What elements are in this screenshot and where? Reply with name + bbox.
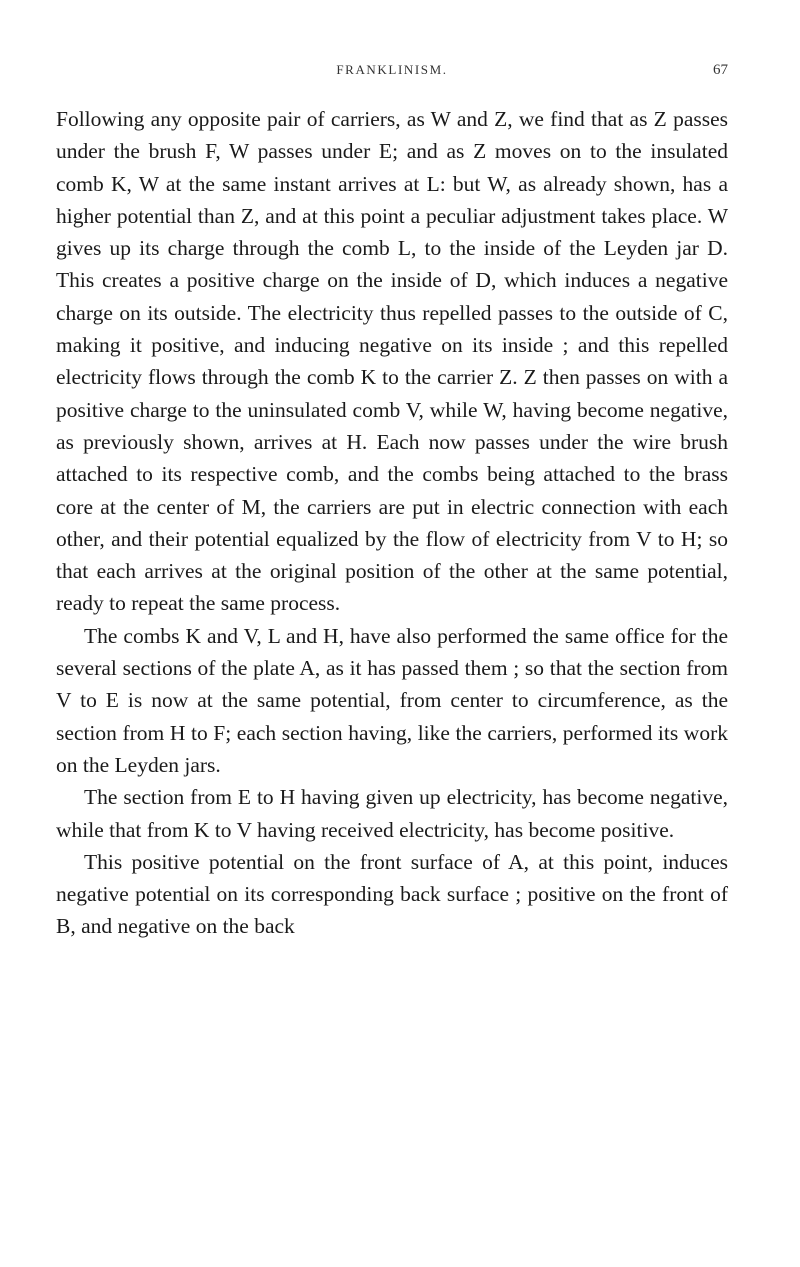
paragraph: The section from E to H having given up electricity, has become negative, while that from K to V having received electricity, has become positive. — [56, 785, 728, 842]
body-text — [56, 103, 728, 943]
paragraph: This positive potential on the front surface of A, at this point, induces negative potential on its corresponding back surface ; positive on the front of B, and negative on the back — [56, 849, 728, 939]
running-head — [56, 62, 728, 86]
page-number: 67 — [713, 62, 728, 78]
paragraph: The combs K and V, L and H, have also performed the same office for the several sections of the plate A, as it has passed them ; so that the section from V to E is now at the same potential, from center to circumference, as the section from H to F; each section having, like the carriers, performed its work on the Leyden jars. — [56, 623, 728, 777]
paragraph: Following any opposite pair of carriers, as W and Z, we find that as Z passes under the brush F, W passes under E; and as Z moves on to the insulated comb K, W at the same instant arrives at L: but W, as already shown, has a higher potential than Z, and at this point a peculiar adjustment takes place. W gives up its charge through the comb L, to the inside of the Leyden jar D. This creates a positive charge on the inside of D, which induces a negative charge on its outside. The electricity thus repelled passes to the outside of C, making it positive, and inducing negative on its inside ; and this repelled electricity flows through the comb K to the carrier Z. Z then passes on with a positive charge to the uninsulated comb V, while W, having become negative, as previously shown, arrives at H. Each now passes under the wire brush attached to its respective comb, and the combs being attached to the brass core at the center of M, the carriers are put in electric connection with each other, and their potential equalized by the flow of electricity from V to H; so that each arrives at the original position of the other at the same potential, ready to repeat the same process. — [56, 107, 728, 616]
running-title: FRANKLINISM. — [336, 62, 448, 77]
